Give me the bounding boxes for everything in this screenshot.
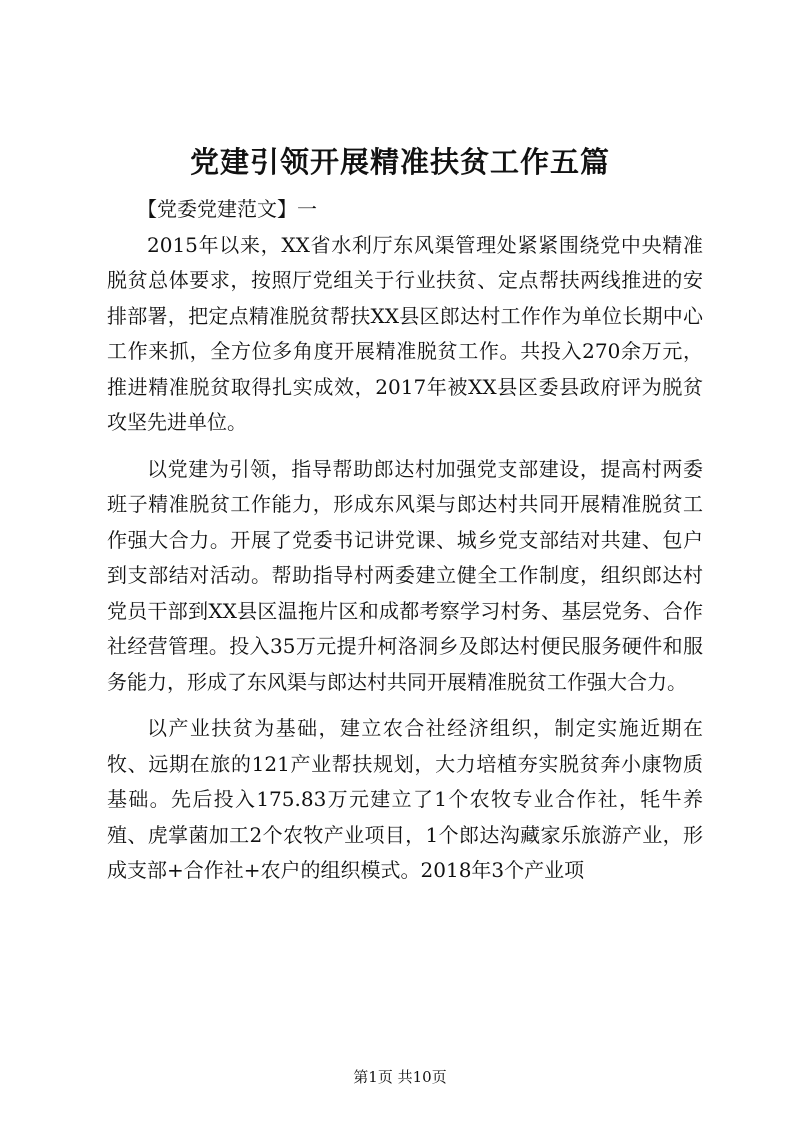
paragraph: 以党建为引领，指导帮助郎达村加强党支部建设，提高村两委班子精准脱贫工作能力，形成东风渠与郎达村共同开展精准脱贫工作强大合力。开展了党委书记讲党课、城乡党支部结对共建、包户到支部结对活动。帮助指导村两委建立健全工作制度，组织郎达村党员干部到XX县区温拖片区和成都考察学习村务、基层党务、合作社经营管理。投入35万元提升柯洛洞乡及郎达村便民服务硬件和服务能力，形成了东风渠与郎达村共同开展精准脱贫工作强大合力。: [107, 456, 703, 694]
paragraph: 2015年以来，XX省水利厅东风渠管理处紧紧围绕党中央精准脱贫总体要求，按照厅党组关于行业扶贫、定点帮扶两线推进的安排部署，把定点精准脱贫帮扶XX县区郎达村工作作为单位长期中心工作来抓，全方位多角度开展精准脱贫工作。共投入270余万元，推进精准脱贫取得扎实成效，2017年被XX县区委县政府评为脱贫攻坚先进单位。: [107, 232, 703, 434]
section-label: 【党委党建范文】一: [137, 197, 317, 221]
paragraph: 以产业扶贫为基础，建立农合社经济组织，制定实施近期在牧、远期在旅的121产业帮扶规划，大力培植夯实脱贫奔小康物质基础。先后投入175.83万元建立了1个农牧专业合作社，牦牛养殖、虎掌菌加工2个农牧产业项目，1个郎达沟藏家乐旅游产业，形成支部+合作社+农户的组织模式。2018年3个产业项: [107, 716, 703, 882]
page-number-footer: 第1页 共10页: [353, 1068, 447, 1086]
document-title: 党建引领开展精准扶贫工作五篇: [189, 145, 610, 179]
document-body: [107, 192, 703, 900]
